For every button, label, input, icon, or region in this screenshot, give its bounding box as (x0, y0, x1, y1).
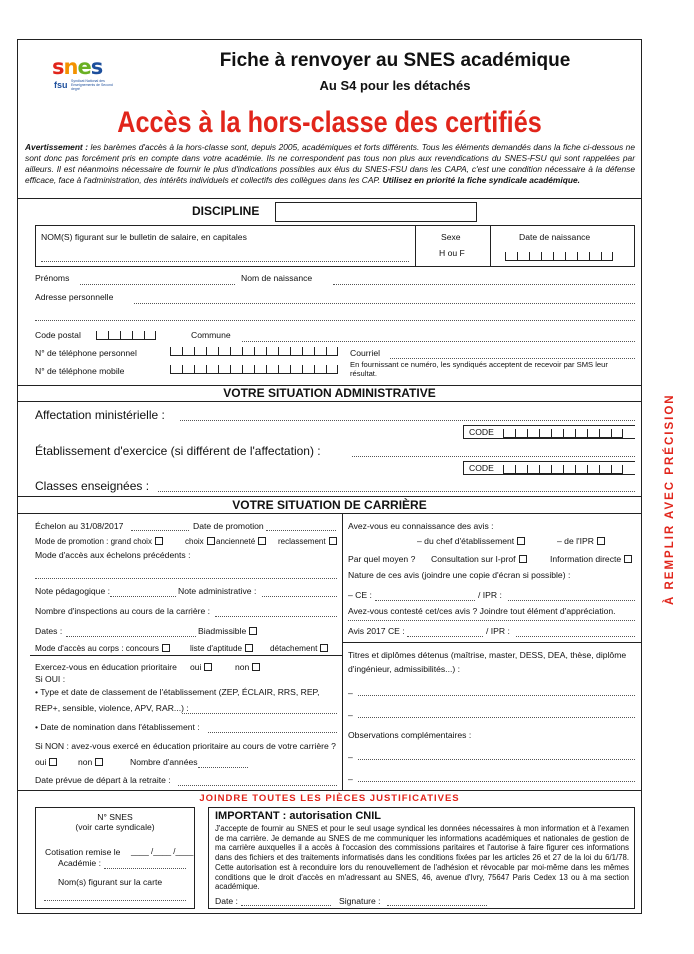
nom-label: NOM(S) figurant sur le bulletin de salaire, en capitales (41, 232, 247, 242)
divider (17, 513, 642, 514)
cnil-title: IMPORTANT : autorisation CNIL (215, 810, 382, 822)
date-retraite-input[interactable] (178, 785, 337, 786)
side-note: À REMPLIR AVEC PRÉCISION (664, 393, 676, 605)
form-subtitle: Au S4 pour les détachés (319, 78, 471, 93)
biadmissible-option: Biadmissible (198, 626, 257, 637)
ipr-short-label: / IPR : (486, 626, 510, 636)
form-title: Fiche à renvoyer au SNES académique (219, 50, 571, 71)
commune-label: Commune (191, 330, 231, 340)
adresse-input[interactable] (134, 303, 635, 304)
edu-prio-non: non (235, 662, 260, 673)
ce-input[interactable] (375, 600, 475, 601)
date-nomination-input[interactable] (208, 732, 337, 733)
divider (17, 496, 642, 497)
date-promotion-input[interactable] (266, 530, 336, 531)
cnil-text: J'accepte de fournir au SNES et pour le seul usage syndical les données nécessaires à mon information et à l'examen de ma carrière. Je demande au SNES de me communiquer les informations académiques et nationales de gestion de ma carrière auxquelles il a accès à l'occasion des commissions paritaires et l'autorise à faire figurer ces informations dans des fichiers et des traitements informatisés dans les conditions fixées par les articles 26 et 27 de la loi du 6/1/78. Cette autorisation est à reconduire lors du renouvellement de l'adhésion et révocable par moi-même dans les mêmes conditions que le droit d'accès en m'adressant au SNES, 46, avenue d'Ivry, 75647 Paris Cedex 13 ou à ma section académique. (215, 824, 629, 892)
code-postal-label: Code postal (35, 330, 81, 340)
concours-checkbox[interactable] (162, 644, 170, 652)
sexe-label: Sexe (441, 232, 461, 242)
edu-prio-oui-checkbox[interactable] (204, 663, 212, 671)
prenoms-input[interactable] (80, 284, 235, 285)
tel-mobile-label: N° de téléphone mobile (35, 366, 125, 376)
code-postal-input[interactable] (96, 331, 156, 340)
echelon-input[interactable] (131, 530, 189, 531)
anciennete-option: ancienneté (216, 536, 266, 547)
ipr-avis-input[interactable] (508, 600, 635, 601)
si-oui-label: Si OUI : (35, 674, 66, 684)
signature-label: Signature : (339, 896, 381, 906)
note-admin-label: Note administrative : (178, 586, 257, 596)
prenoms-label: Prénoms (35, 273, 70, 283)
nature-avis-label: Nature de ces avis (joindre une copie d'écran si possible) : (348, 570, 571, 580)
date-naissance-input[interactable] (505, 252, 613, 261)
si-non-oui: oui (35, 757, 57, 768)
detachement-checkbox[interactable] (320, 644, 328, 652)
nb-annees-label: Nombre d'années (130, 757, 198, 767)
titres-label-2: d'ingénieur, admissibilités...) : (348, 664, 460, 674)
courriel-input[interactable] (390, 358, 635, 359)
contest-label: Avez-vous contesté cet/ces avis ? Joindre tout élément d'appréciation. (348, 606, 616, 616)
column-divider (342, 513, 343, 790)
nb-inspections-input[interactable] (215, 616, 337, 617)
observations-input-2[interactable] (358, 781, 635, 782)
divider (17, 401, 642, 402)
nb-annees-input[interactable] (198, 767, 248, 768)
chef-etab-checkbox[interactable] (517, 537, 525, 545)
si-non-label: Si NON : avez-vous exercé en éducation prioritaire au cours de votre carrière ? (35, 741, 336, 751)
type-date-input[interactable] (182, 713, 337, 714)
warning-label: Avertissement : (25, 142, 88, 152)
cnil-box (208, 807, 635, 909)
main-title: Accès à la hors-classe des certifiés (117, 106, 542, 139)
dash: – (348, 752, 353, 762)
titres-input-1[interactable] (358, 695, 635, 696)
dash: – (348, 774, 353, 784)
mode-promotion-label: Mode de promotion : grand choix (35, 536, 163, 547)
courriel-label: Courriel (350, 348, 381, 358)
echelon-label: Échelon au 31/08/2017 (35, 521, 124, 531)
classes-input[interactable] (158, 491, 635, 492)
liste-aptitude-checkbox[interactable] (245, 644, 253, 652)
affectation-input[interactable] (180, 420, 635, 421)
logo-snes-text: snes (52, 55, 103, 79)
iprof-option: Consultation sur I-prof (431, 554, 527, 565)
edu-prio-oui: oui (190, 662, 212, 673)
detachement-option: détachement (270, 643, 328, 654)
divider (415, 225, 416, 267)
carte-label: (voir carte syndicale) (75, 822, 155, 832)
par-quel-moyen-label: Par quel moyen ? (348, 554, 416, 564)
sms-note: En fournissant ce numéro, les syndiqués acceptent de recevoir par SMS leur résultat. (350, 360, 608, 378)
ipr-option: – de l'IPR (557, 536, 605, 547)
nom-naissance-input[interactable] (333, 284, 635, 285)
etablissement-code-input[interactable] (503, 465, 623, 474)
info-directe-option: Information directe (550, 554, 632, 565)
edu-prio-non-checkbox[interactable] (252, 663, 260, 671)
affectation-label: Affectation ministérielle : (35, 408, 165, 422)
tel-perso-input[interactable] (170, 347, 338, 356)
cotisation-date-input[interactable]: ____ /____ /____ (131, 847, 194, 856)
tel-mobile-input[interactable] (170, 365, 338, 374)
signature-input[interactable] (387, 905, 487, 906)
logo-fsu-text: fsu (54, 80, 68, 90)
ipr-checkbox[interactable] (597, 537, 605, 545)
reclassement-checkbox[interactable] (329, 537, 337, 545)
mode-acces-corps-label: Mode d'accès au corps : concours (35, 643, 170, 654)
nom-naissance-label: Nom de naissance (241, 273, 313, 283)
etablissement-input[interactable] (352, 456, 635, 457)
biadmissible-checkbox[interactable] (249, 627, 257, 635)
etablissement-label: Établissement d'exercice (si différent de l'affectation) : (35, 444, 321, 458)
dates-label: Dates : (35, 626, 63, 636)
dash: – (348, 688, 353, 698)
si-non-oui-checkbox[interactable] (49, 758, 57, 766)
mode-acces-echelons-label: Mode d'accès aux échelons précédents : (35, 550, 191, 560)
sexe-options: H ou F (439, 248, 465, 258)
date-input[interactable] (241, 905, 331, 906)
tel-perso-label: N° de téléphone personnel (35, 348, 137, 358)
chef-etab-option: – du chef d'établissement (417, 536, 525, 547)
type-date-label-2: REP+, sensible, violence, APV, RAR...) : (35, 703, 189, 713)
date-naissance-label: Date de naissance (519, 232, 591, 242)
liste-aptitude-option: liste d'aptitude (190, 643, 253, 654)
dash: – (348, 710, 353, 720)
date-promotion-label: Date de promotion (193, 521, 264, 531)
si-non-non: non (78, 757, 103, 768)
avis-2017-ipr-input[interactable] (516, 636, 635, 637)
contest-input[interactable] (348, 620, 635, 621)
classes-label: Classes enseignées : (35, 479, 150, 493)
discipline-label: DISCIPLINE (192, 204, 260, 218)
nb-inspections-label: Nombre d'inspections au cours de la carrière : (35, 606, 211, 616)
adresse-label: Adresse personnelle (35, 292, 114, 302)
ce-label: – CE : (348, 590, 372, 600)
divider (17, 198, 642, 199)
logo-subtitle: Syndicat National des Enseignements de Second degré (71, 79, 113, 91)
observations-label: Observations complémentaires : (348, 730, 472, 740)
nom-carte-input[interactable] (44, 900, 186, 901)
type-date-label: • Type et date de classement de l'établissement (ZEP, ÉCLAIR, RRS, REP, (35, 687, 320, 697)
code-label: CODE (469, 427, 494, 437)
divider (342, 642, 642, 643)
dates-input[interactable] (66, 636, 196, 637)
choix-checkbox[interactable] (207, 537, 215, 545)
note-pedago-label: Note pédagogique : (35, 586, 111, 596)
info-directe-checkbox[interactable] (624, 555, 632, 563)
titres-label: Titres et diplômes détenus (maîtrise, master, DESS, DEA, thèse, diplôme (348, 650, 627, 660)
affectation-code-input[interactable] (503, 429, 623, 438)
observations-input-1[interactable] (358, 759, 635, 760)
avis-2017-label: Avis 2017 CE : (348, 626, 405, 636)
academie-input[interactable] (104, 868, 186, 869)
reclassement-option: reclassement (278, 536, 337, 547)
titres-input-2[interactable] (358, 717, 635, 718)
avis-2017-ce-input[interactable] (407, 636, 483, 637)
anciennete-checkbox[interactable] (258, 537, 266, 545)
date-nomination-label: • Date de nomination dans l'établissement : (35, 722, 200, 732)
nom-input[interactable] (41, 261, 409, 262)
adresse-input-line2[interactable] (35, 320, 635, 321)
code-label: CODE (469, 463, 494, 473)
edu-prio-label: Exercez-vous en éducation prioritaire (35, 662, 177, 672)
snes-no-label: N° SNES (97, 812, 133, 822)
commune-input[interactable] (242, 341, 635, 342)
grand-choix-checkbox[interactable] (155, 537, 163, 545)
academie-label: Académie : (58, 858, 101, 868)
iprof-checkbox[interactable] (519, 555, 527, 563)
cotisation-label: Cotisation remise le (45, 847, 121, 857)
joindre-pieces: JOINDRE TOUTES LES PIÈCES JUSTIFICATIVES (199, 793, 460, 804)
divider (17, 790, 642, 791)
nom-carte-label: Nom(s) figurant sur la carte (58, 877, 163, 887)
choix-option: choix (185, 536, 215, 547)
section-admin-title: VOTRE SITUATION ADMINISTRATIVE (223, 386, 436, 400)
mode-acces-echelons-input[interactable] (35, 578, 337, 579)
divider (490, 225, 491, 267)
note-pedago-input[interactable] (110, 596, 176, 597)
date-retraite-label: Date prévue de départ à la retraite : (35, 775, 171, 785)
ipr-short-label: / IPR : (478, 590, 502, 600)
section-career-title: VOTRE SITUATION DE CARRIÈRE (232, 498, 427, 512)
note-admin-input[interactable] (262, 596, 337, 597)
date-label: Date : (215, 896, 238, 906)
warning-emphasis: Utilisez en priorité la fiche syndicale académique. (382, 175, 580, 185)
divider (30, 655, 342, 656)
discipline-input[interactable] (275, 202, 477, 222)
avis-connaissance-label: Avez-vous eu connaissance des avis : (348, 521, 494, 531)
warning-text: les barèmes d'accès à la hors-classe sont, depuis 2005, académiques et forts différents. Tous les éléments demandés dans la fiche ci-dessous ne sont donc pas forcément pris en compte dans votre académie. Ils ne correspondent pas tous non plus aux revendications du SNES-FSU qui sont rappelées par ailleurs. Il est néanmoins nécessaire de fournir le plus d'indications possibles aux élus du SNES-FSU dans les CAPA, c'est une condition nécessaire à la défense efficace, face à l'administration, des intérêts individuels et collectifs des collègues dans les CAP. (25, 142, 635, 185)
si-non-non-checkbox[interactable] (95, 758, 103, 766)
